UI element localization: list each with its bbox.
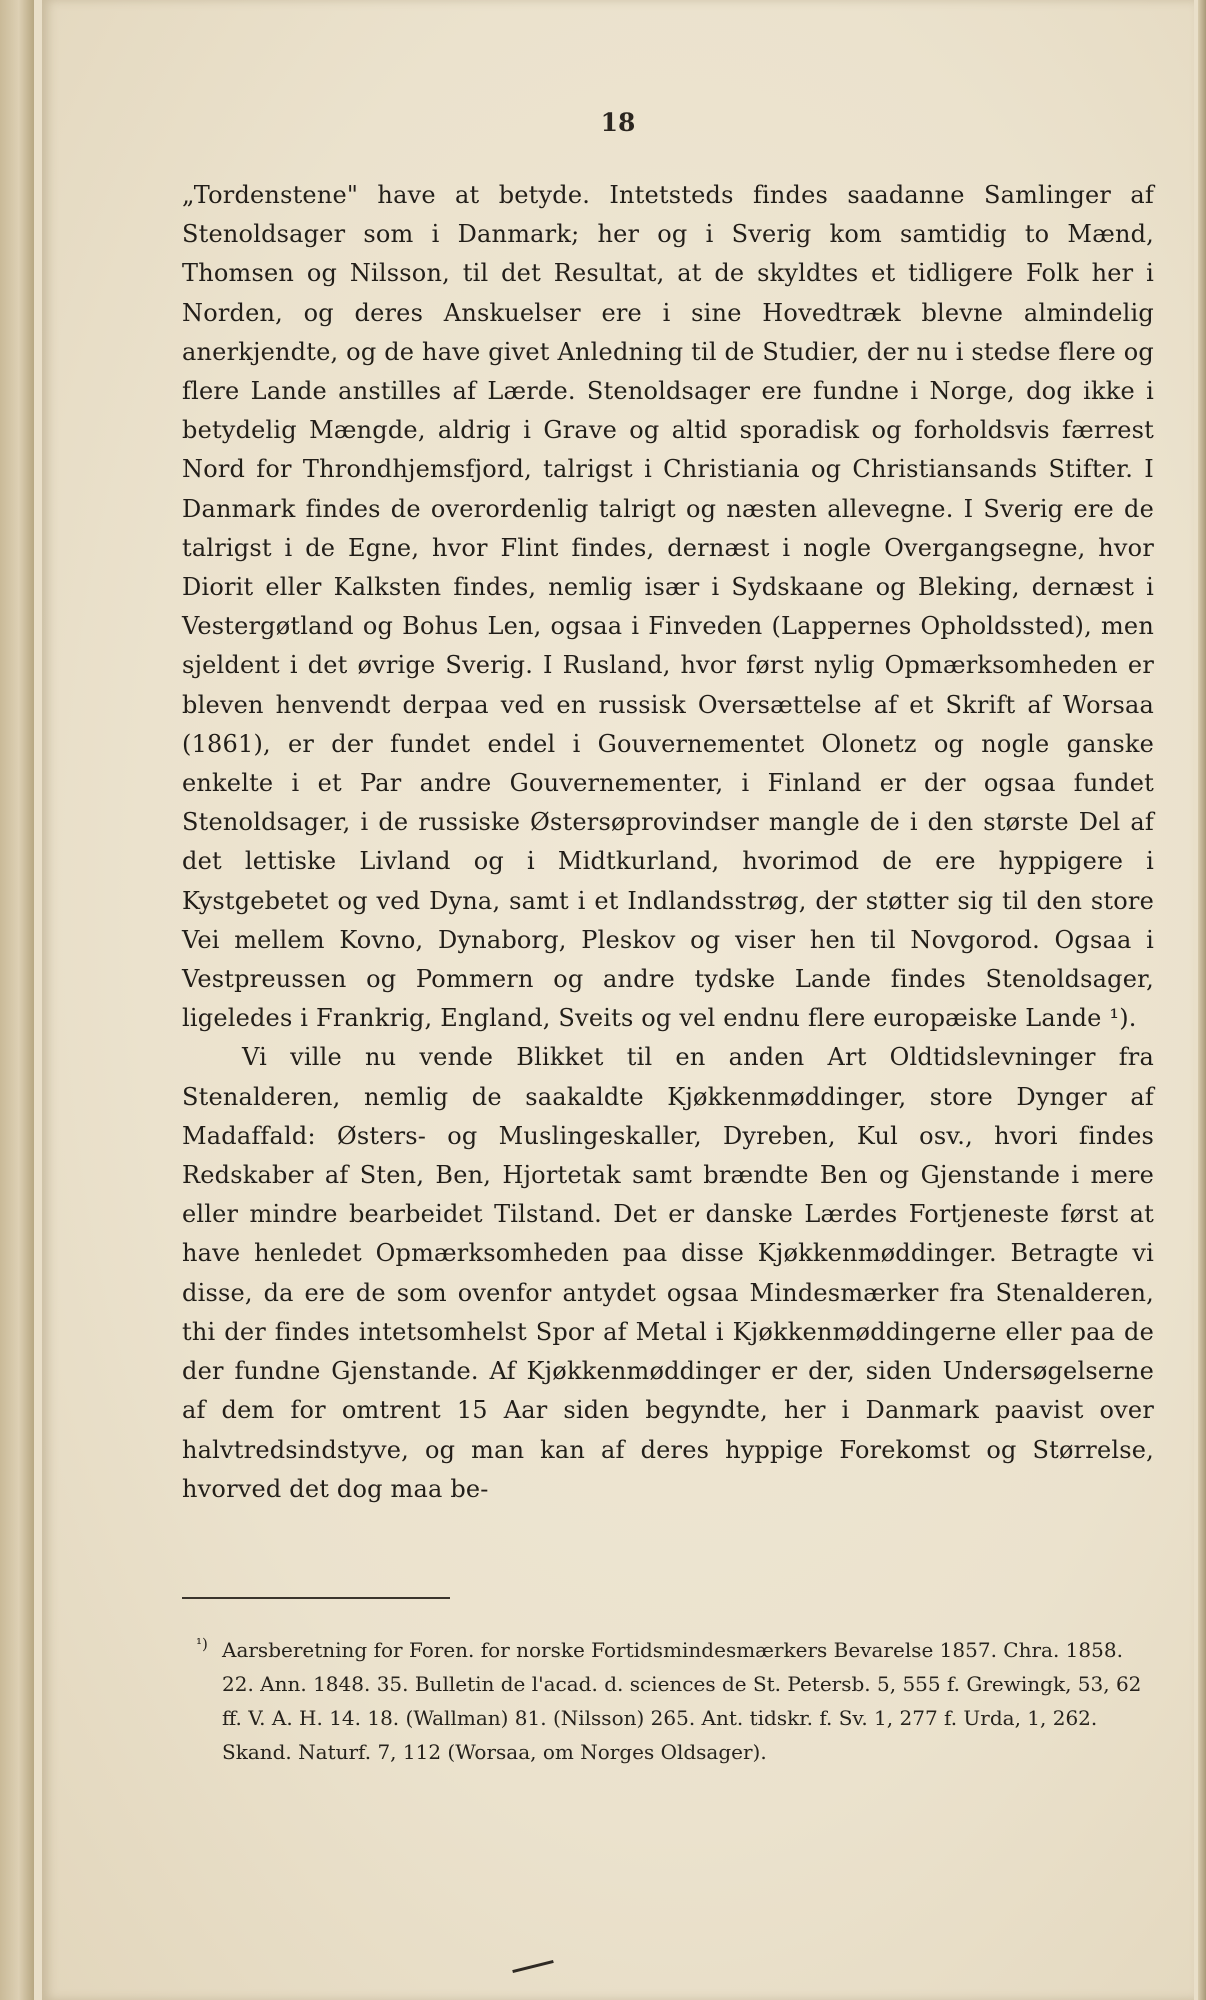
footnote-mark: ¹) bbox=[196, 1635, 208, 1653]
paragraph-2: Vi ville nu vende Blikket til en anden Art Oldtidslevninger fra Stenalderen, nemlig de saakaldte Kjøkkenmøddinger, store Dynger af Madaffald: Østers- og Muslingeskaller, Dyreben, Kul osv., hvori findes Redskaber af Sten, Ben, Hjortetak samt brændte Ben og Gjenstande i mere eller mindre bearbeidet Tilstand. Det er danske Lærdes Fortjeneste først at have henledet Opmærksomheden paa disse Kjøkkenmøddinger. Betragte vi disse, da ere de som ovenfor antydet ogsaa Mindesmærker fra Stenalderen, thi der findes intetsomhelst Spor af Metal i Kjøkkenmøddingerne eller paa de der fundne Gjenstande. Af Kjøkkenmøddinger er der, siden Undersøgelserne af dem for omtrent 15 Aar siden begyndte, her i Danmark paavist over halvtredsindstyve, og man kan af deres hyppige Forekomst og Størrelse, hvorved det dog maa be- bbox=[182, 1043, 1154, 1503]
page-right-edge bbox=[1198, 0, 1206, 2000]
footnote-1 bbox=[182, 1633, 1154, 1769]
footnote-divider bbox=[182, 1597, 450, 1599]
footnotes bbox=[182, 1633, 1154, 1769]
paragraph-1: „Tordenstene" have at betyde. Intetsteds findes saadanne Samlinger af Stenoldsager som i Danmark; her og i Sverig kom samtidig to Mænd, Thomsen og Nilsson, til det Resultat, at de skyldtes et tidligere Folk her i Norden, og deres Anskuelser ere i sine Hovedtræk blevne almindelig anerkjendte, og de have givet Anledning til de Studier, der nu i stedse flere og flere Lande anstilles af Lærde. Stenoldsager ere fundne i Norge, dog ikke i betydelig Mængde, aldrig i Grave og altid sporadisk og forholdsvis færrest Nord for Throndhjemsfjord, talrigst i Christiania og Christiansands Stifter. I Danmark findes de overordenlig talrigt og næsten allevegne. I Sverig ere de talrigst i de Egne, hvor Flint findes, dernæst i nogle Overgangsegne, hvor Diorit eller Kalksten findes, nemlig især i Sydskaane og Bleking, dernæst i Vestergøtland og Bohus Len, ogsaa i Finveden (Lappernes Opholdssted), men sjeldent i det øvrige Sverig. I Rusland, hvor først nylig Opmærksomheden er bleven henvendt derpaa ved en russisk Oversættelse af et Skrift af Worsaa (1861), er der fundet endel i Gouvernementet Olonetz og nogle ganske enkelte i et Par andre Gouvernementer, i Finland er der ogsaa fundet Stenoldsager, i de russiske Østersøprovindser mangle de i den største Del af det lettiske Livland og i Midtkurland, hvorimod de ere hyppigere i Kystgebetet og ved Dyna, samt i et Indlandsstrøg, der støtter sig til den store Vei mellem Kovno, Dynaborg, Pleskov og viser hen til Novgorod. Ogsaa i Vestpreussen og Pommern og andre tydske Lande findes Stenoldsager, ligeledes i Frankrig, England, Sveits og vel endnu flere europæiske Lande ¹). bbox=[182, 181, 1154, 1033]
book-page bbox=[42, 0, 1194, 2000]
footnote-text: Aarsberetning for Foren. for norske Fortidsmindesmærkers Bevarelse 1857. Chra. 1858. 22. Ann. 1848. 35. Bulletin de l'acad. d. sciences de St. Petersb. 5, 555 f. Grewingk, 53, 62 ff. V. A. H. 14. 18. (Wallman) 81. (Nilsson) 265. Ant. tidskr. f. Sv. 1, 277 f. Urda, 1, 262. Skand. Naturf. 7, 112 (Worsaa, om Norges Oldsager). bbox=[222, 1638, 1142, 1764]
book-spine-edge bbox=[0, 0, 34, 2000]
page-number: 18 bbox=[600, 108, 636, 137]
main-text bbox=[182, 176, 1154, 1509]
pen-mark bbox=[512, 1960, 553, 1973]
